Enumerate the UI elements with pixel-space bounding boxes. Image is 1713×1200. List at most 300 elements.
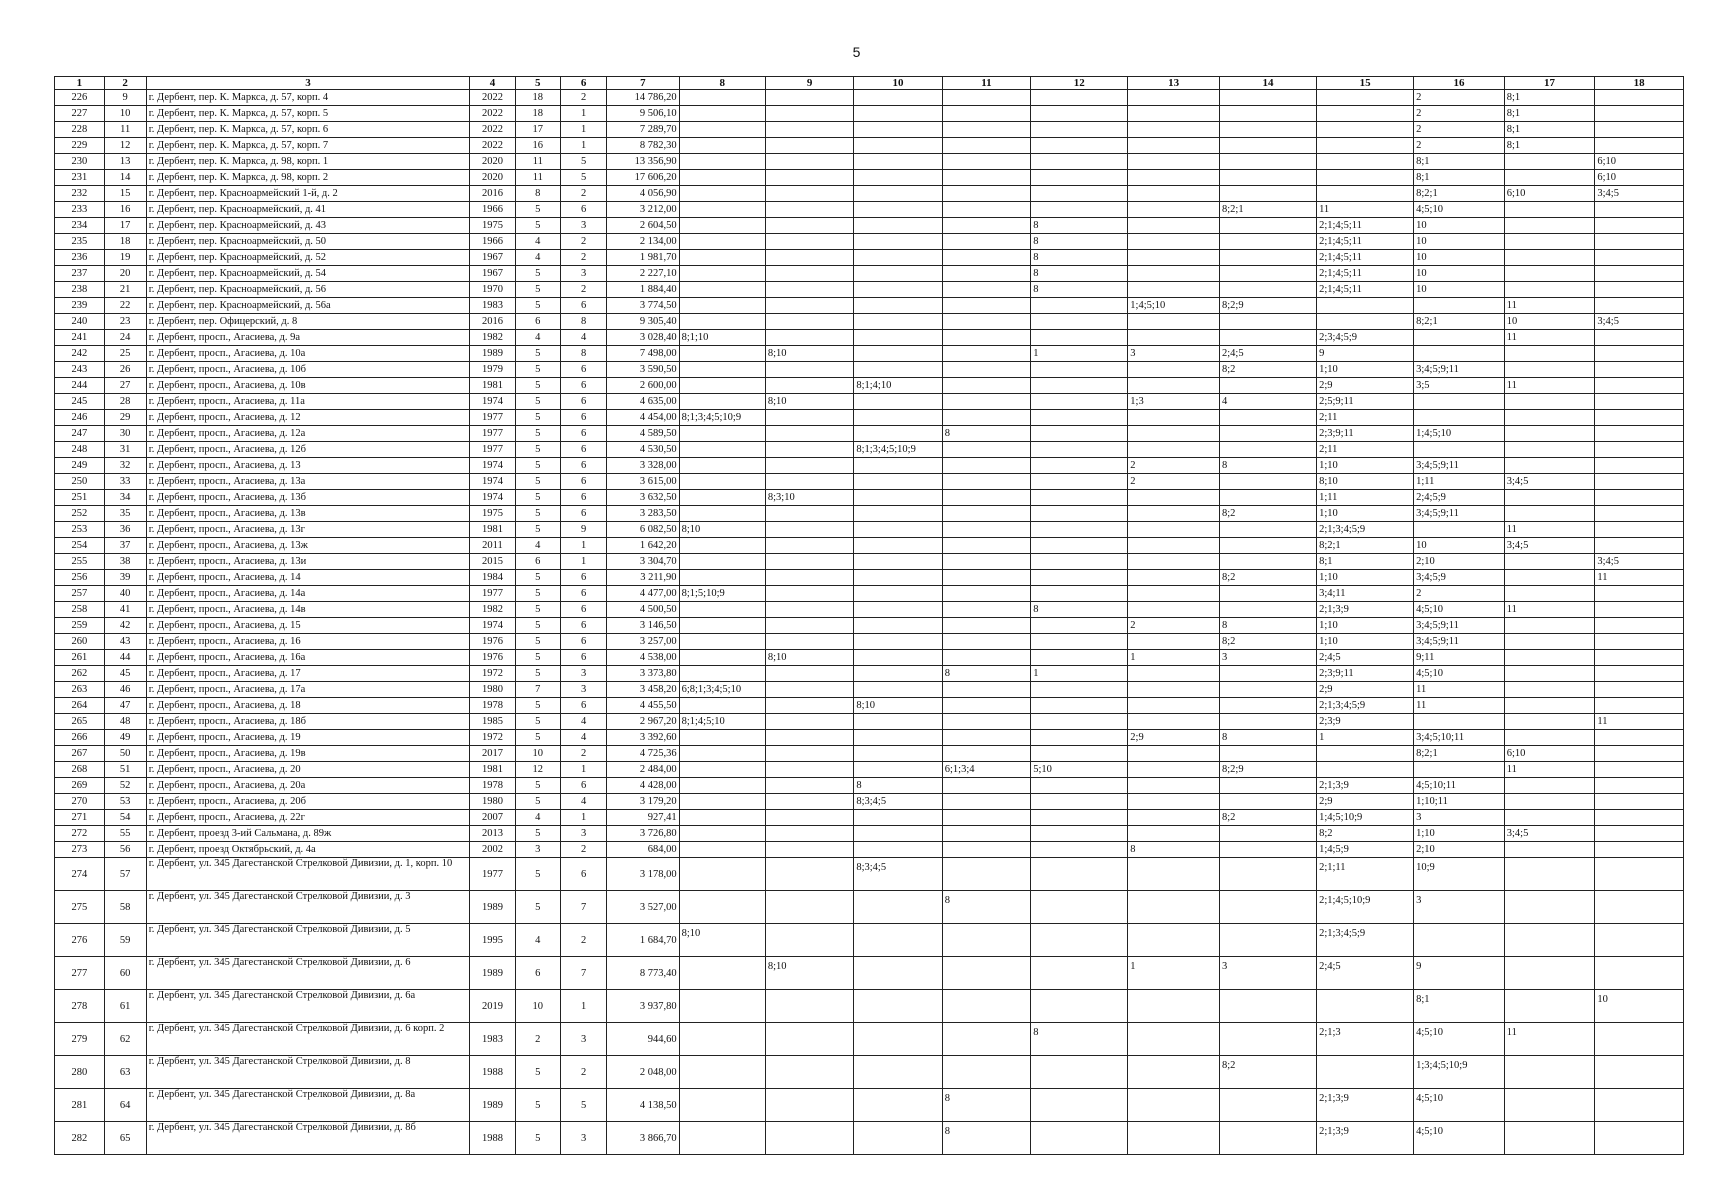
col-12-cell <box>1031 202 1128 218</box>
col-17-cell <box>1504 266 1595 282</box>
address-cell: г. Дербент, пер. К. Маркса, д. 98, корп. 2 <box>146 170 470 186</box>
col-15-cell: 2;1;4;5;11 <box>1317 218 1414 234</box>
floors-cell: 18 <box>515 90 560 106</box>
entrances-cell: 3 <box>560 1122 606 1155</box>
col-12-cell <box>1031 522 1128 538</box>
col-17-cell <box>1504 730 1595 746</box>
col-8-cell <box>679 762 765 778</box>
area-cell: 1 684,70 <box>607 924 679 957</box>
row-number-cell: 231 <box>55 170 105 186</box>
col-14-cell: 8;2 <box>1219 570 1316 586</box>
col-15-cell: 1 <box>1317 730 1414 746</box>
col-13-cell: 1 <box>1128 650 1220 666</box>
col-13-cell <box>1128 990 1220 1023</box>
address-cell: г. Дербент, ул. 345 Дагестанской Стрелковой Дивизии, д. 8 <box>146 1056 470 1089</box>
entrances-cell: 2 <box>560 234 606 250</box>
entrances-cell: 2 <box>560 186 606 202</box>
col-9-cell <box>765 1056 853 1089</box>
col-17-cell <box>1504 282 1595 298</box>
row-number-cell: 253 <box>55 522 105 538</box>
col-15-cell: 2;9 <box>1317 794 1414 810</box>
col-15-cell <box>1317 170 1414 186</box>
col-10-cell <box>854 282 942 298</box>
area-cell: 3 211,90 <box>607 570 679 586</box>
floors-cell: 5 <box>515 474 560 490</box>
table-row <box>55 826 1684 842</box>
area-cell: 7 289,70 <box>607 122 679 138</box>
entrances-cell: 4 <box>560 330 606 346</box>
col-9-cell <box>765 746 853 762</box>
entrances-cell: 6 <box>560 490 606 506</box>
col-12-cell <box>1031 891 1128 924</box>
table-row <box>55 490 1684 506</box>
col-11-cell <box>942 266 1030 282</box>
col-17-cell <box>1504 682 1595 698</box>
col-9-cell <box>765 362 853 378</box>
year-cell: 1982 <box>470 330 515 346</box>
table-row <box>55 314 1684 330</box>
sub-number-cell: 62 <box>104 1023 146 1056</box>
col-16-cell: 8;1 <box>1414 990 1505 1023</box>
col-13-cell <box>1128 826 1220 842</box>
col-15-cell: 2;5;9;11 <box>1317 394 1414 410</box>
col-8-cell <box>679 266 765 282</box>
column-header-7: 7 <box>607 77 679 90</box>
col-9-cell <box>765 378 853 394</box>
address-cell: г. Дербент, пер. Красноармейский, д. 56а <box>146 298 470 314</box>
entrances-cell: 6 <box>560 778 606 794</box>
col-8-cell <box>679 1089 765 1122</box>
col-14-cell <box>1219 891 1316 924</box>
entrances-cell: 6 <box>560 858 606 891</box>
col-8-cell <box>679 90 765 106</box>
table-row <box>55 506 1684 522</box>
col-12-cell <box>1031 570 1128 586</box>
column-header-8: 8 <box>679 77 765 90</box>
col-16-cell: 11 <box>1414 682 1505 698</box>
col-12-cell <box>1031 698 1128 714</box>
table-row <box>55 570 1684 586</box>
row-number-cell: 273 <box>55 842 105 858</box>
col-8-cell <box>679 170 765 186</box>
col-10-cell <box>854 810 942 826</box>
col-9-cell: 8;10 <box>765 346 853 362</box>
col-17-cell <box>1504 234 1595 250</box>
col-8-cell <box>679 634 765 650</box>
col-10-cell <box>854 570 942 586</box>
col-10-cell <box>854 154 942 170</box>
address-cell: г. Дербент, пер. Красноармейский, д. 43 <box>146 218 470 234</box>
sub-number-cell: 64 <box>104 1089 146 1122</box>
col-12-cell <box>1031 506 1128 522</box>
row-number-cell: 278 <box>55 990 105 1023</box>
row-number-cell: 265 <box>55 714 105 730</box>
col-13-cell <box>1128 410 1220 426</box>
col-16-cell <box>1414 330 1505 346</box>
col-18-cell <box>1595 202 1684 218</box>
col-10-cell <box>854 106 942 122</box>
col-11-cell <box>942 442 1030 458</box>
col-9-cell <box>765 314 853 330</box>
entrances-cell: 3 <box>560 218 606 234</box>
col-10-cell <box>854 298 942 314</box>
col-12-cell: 8 <box>1031 234 1128 250</box>
col-9-cell <box>765 154 853 170</box>
col-15-cell <box>1317 106 1414 122</box>
col-10-cell <box>854 522 942 538</box>
col-18-cell <box>1595 330 1684 346</box>
col-9-cell <box>765 170 853 186</box>
sub-number-cell: 18 <box>104 234 146 250</box>
col-8-cell <box>679 506 765 522</box>
col-8-cell <box>679 298 765 314</box>
sub-number-cell: 14 <box>104 170 146 186</box>
sub-number-cell: 43 <box>104 634 146 650</box>
table-row <box>55 554 1684 570</box>
col-10-cell <box>854 924 942 957</box>
row-number-cell: 243 <box>55 362 105 378</box>
year-cell: 1974 <box>470 618 515 634</box>
floors-cell: 5 <box>515 698 560 714</box>
col-8-cell: 8;10 <box>679 924 765 957</box>
col-17-cell <box>1504 442 1595 458</box>
table-row <box>55 298 1684 314</box>
col-14-cell <box>1219 234 1316 250</box>
col-12-cell <box>1031 154 1128 170</box>
area-cell: 3 179,20 <box>607 794 679 810</box>
address-cell: г. Дербент, просп., Агасиева, д. 13а <box>146 474 470 490</box>
floors-cell: 4 <box>515 924 560 957</box>
col-12-cell <box>1031 957 1128 990</box>
col-14-cell <box>1219 826 1316 842</box>
col-10-cell <box>854 842 942 858</box>
entrances-cell: 1 <box>560 810 606 826</box>
col-9-cell: 8;3;10 <box>765 490 853 506</box>
sub-number-cell: 15 <box>104 186 146 202</box>
col-18-cell <box>1595 1023 1684 1056</box>
col-13-cell <box>1128 266 1220 282</box>
column-header-17: 17 <box>1504 77 1595 90</box>
area-cell: 944,60 <box>607 1023 679 1056</box>
col-18-cell <box>1595 266 1684 282</box>
col-16-cell: 3;4;5;9;11 <box>1414 506 1505 522</box>
sub-number-cell: 65 <box>104 1122 146 1155</box>
address-cell: г. Дербент, ул. 345 Дагестанской Стрелковой Дивизии, д. 6 корп. 2 <box>146 1023 470 1056</box>
address-cell: г. Дербент, просп., Агасиева, д. 12а <box>146 426 470 442</box>
col-16-cell: 1;10 <box>1414 826 1505 842</box>
sub-number-cell: 20 <box>104 266 146 282</box>
address-cell: г. Дербент, просп., Агасиева, д. 20б <box>146 794 470 810</box>
year-cell: 1977 <box>470 586 515 602</box>
floors-cell: 5 <box>515 218 560 234</box>
col-10-cell <box>854 234 942 250</box>
address-cell: г. Дербент, просп., Агасиева, д. 22г <box>146 810 470 826</box>
col-9-cell <box>765 234 853 250</box>
col-8-cell <box>679 458 765 474</box>
table-row <box>55 106 1684 122</box>
entrances-cell: 2 <box>560 746 606 762</box>
entrances-cell: 3 <box>560 826 606 842</box>
floors-cell: 8 <box>515 186 560 202</box>
column-header-10: 10 <box>854 77 942 90</box>
col-11-cell <box>942 554 1030 570</box>
col-15-cell <box>1317 186 1414 202</box>
col-9-cell <box>765 762 853 778</box>
entrances-cell: 6 <box>560 618 606 634</box>
col-18-cell <box>1595 410 1684 426</box>
col-12-cell <box>1031 924 1128 957</box>
floors-cell: 5 <box>515 266 560 282</box>
address-cell: г. Дербент, пер. Офицерский, д. 8 <box>146 314 470 330</box>
col-16-cell: 1;11 <box>1414 474 1505 490</box>
entrances-cell: 2 <box>560 90 606 106</box>
year-cell: 1966 <box>470 202 515 218</box>
col-10-cell <box>854 714 942 730</box>
col-13-cell: 1;4;5;10 <box>1128 298 1220 314</box>
col-8-cell <box>679 891 765 924</box>
col-16-cell: 9 <box>1414 957 1505 990</box>
area-cell: 3 632,50 <box>607 490 679 506</box>
col-15-cell: 2;9 <box>1317 682 1414 698</box>
col-17-cell: 11 <box>1504 298 1595 314</box>
floors-cell: 5 <box>515 826 560 842</box>
col-14-cell <box>1219 122 1316 138</box>
col-8-cell <box>679 1023 765 1056</box>
floors-cell: 4 <box>515 250 560 266</box>
col-13-cell <box>1128 202 1220 218</box>
col-13-cell <box>1128 106 1220 122</box>
col-9-cell <box>765 202 853 218</box>
col-12-cell <box>1031 122 1128 138</box>
col-8-cell <box>679 346 765 362</box>
col-9-cell: 8;10 <box>765 957 853 990</box>
year-cell: 1977 <box>470 426 515 442</box>
col-10-cell <box>854 170 942 186</box>
col-14-cell <box>1219 1122 1316 1155</box>
col-17-cell <box>1504 1122 1595 1155</box>
entrances-cell: 6 <box>560 202 606 218</box>
col-12-cell <box>1031 826 1128 842</box>
col-12-cell <box>1031 650 1128 666</box>
col-14-cell <box>1219 426 1316 442</box>
floors-cell: 12 <box>515 762 560 778</box>
col-16-cell: 10 <box>1414 234 1505 250</box>
sub-number-cell: 55 <box>104 826 146 842</box>
sub-number-cell: 27 <box>104 378 146 394</box>
col-16-cell: 3;4;5;10;11 <box>1414 730 1505 746</box>
col-13-cell <box>1128 891 1220 924</box>
floors-cell: 5 <box>515 891 560 924</box>
col-9-cell <box>765 1122 853 1155</box>
address-cell: г. Дербент, проезд Октябрьский, д. 4а <box>146 842 470 858</box>
col-11-cell <box>942 522 1030 538</box>
sub-number-cell: 45 <box>104 666 146 682</box>
col-18-cell <box>1595 282 1684 298</box>
sub-number-cell: 22 <box>104 298 146 314</box>
year-cell: 1974 <box>470 458 515 474</box>
col-18-cell <box>1595 858 1684 891</box>
area-cell: 4 454,00 <box>607 410 679 426</box>
col-12-cell <box>1031 458 1128 474</box>
row-number-cell: 236 <box>55 250 105 266</box>
col-10-cell <box>854 346 942 362</box>
col-16-cell: 2;4;5;9 <box>1414 490 1505 506</box>
year-cell: 1976 <box>470 634 515 650</box>
address-cell: г. Дербент, просп., Агасиева, д. 13 <box>146 458 470 474</box>
col-18-cell: 6;10 <box>1595 154 1684 170</box>
col-13-cell <box>1128 378 1220 394</box>
year-cell: 2007 <box>470 810 515 826</box>
col-8-cell <box>679 138 765 154</box>
entrances-cell: 6 <box>560 394 606 410</box>
area-cell: 3 527,00 <box>607 891 679 924</box>
col-16-cell: 4;5;10 <box>1414 602 1505 618</box>
col-9-cell <box>765 618 853 634</box>
col-18-cell <box>1595 522 1684 538</box>
col-18-cell: 10 <box>1595 990 1684 1023</box>
col-9-cell <box>765 634 853 650</box>
sub-number-cell: 36 <box>104 522 146 538</box>
floors-cell: 5 <box>515 634 560 650</box>
floors-cell: 5 <box>515 618 560 634</box>
col-10-cell <box>854 122 942 138</box>
year-cell: 2017 <box>470 746 515 762</box>
column-header-13: 13 <box>1128 77 1220 90</box>
col-14-cell: 8;2 <box>1219 634 1316 650</box>
row-number-cell: 261 <box>55 650 105 666</box>
area-cell: 8 773,40 <box>607 957 679 990</box>
col-17-cell <box>1504 810 1595 826</box>
col-13-cell <box>1128 1089 1220 1122</box>
col-14-cell <box>1219 314 1316 330</box>
row-number-cell: 274 <box>55 858 105 891</box>
col-8-cell <box>679 442 765 458</box>
sub-number-cell: 50 <box>104 746 146 762</box>
floors-cell: 5 <box>515 282 560 298</box>
col-15-cell: 2;1;4;5;10;9 <box>1317 891 1414 924</box>
year-cell: 1982 <box>470 602 515 618</box>
col-18-cell <box>1595 378 1684 394</box>
col-13-cell <box>1128 666 1220 682</box>
area-cell: 4 538,00 <box>607 650 679 666</box>
year-cell: 1984 <box>470 570 515 586</box>
entrances-cell: 6 <box>560 602 606 618</box>
col-17-cell: 8;1 <box>1504 106 1595 122</box>
row-number-cell: 249 <box>55 458 105 474</box>
address-cell: г. Дербент, просп., Агасиева, д. 13и <box>146 554 470 570</box>
entrances-cell: 6 <box>560 474 606 490</box>
row-number-cell: 264 <box>55 698 105 714</box>
entrances-cell: 1 <box>560 538 606 554</box>
address-cell: г. Дербент, просп., Агасиева, д. 16 <box>146 634 470 650</box>
sub-number-cell: 17 <box>104 218 146 234</box>
column-header-4: 4 <box>470 77 515 90</box>
col-9-cell <box>765 442 853 458</box>
col-13-cell <box>1128 554 1220 570</box>
col-14-cell <box>1219 250 1316 266</box>
col-13-cell <box>1128 122 1220 138</box>
col-16-cell: 8;1 <box>1414 154 1505 170</box>
col-13-cell <box>1128 138 1220 154</box>
col-8-cell: 8;1;4;5;10 <box>679 714 765 730</box>
col-14-cell: 8;2 <box>1219 362 1316 378</box>
col-16-cell: 11 <box>1414 698 1505 714</box>
col-14-cell <box>1219 522 1316 538</box>
col-11-cell <box>942 698 1030 714</box>
col-13-cell: 2;9 <box>1128 730 1220 746</box>
year-cell: 1974 <box>470 394 515 410</box>
table-row <box>55 698 1684 714</box>
col-10-cell <box>854 1056 942 1089</box>
col-12-cell <box>1031 378 1128 394</box>
col-16-cell <box>1414 410 1505 426</box>
floors-cell: 5 <box>515 346 560 362</box>
col-14-cell: 3 <box>1219 957 1316 990</box>
col-16-cell: 2 <box>1414 586 1505 602</box>
floors-cell: 5 <box>515 458 560 474</box>
row-number-cell: 229 <box>55 138 105 154</box>
table-row <box>55 154 1684 170</box>
col-18-cell <box>1595 474 1684 490</box>
col-17-cell <box>1504 650 1595 666</box>
year-cell: 2002 <box>470 842 515 858</box>
col-9-cell <box>765 990 853 1023</box>
col-12-cell <box>1031 362 1128 378</box>
entrances-cell: 4 <box>560 794 606 810</box>
col-17-cell <box>1504 1089 1595 1122</box>
col-14-cell: 8;2;9 <box>1219 298 1316 314</box>
row-number-cell: 252 <box>55 506 105 522</box>
floors-cell: 5 <box>515 602 560 618</box>
col-11-cell <box>942 730 1030 746</box>
table-row <box>55 682 1684 698</box>
col-9-cell <box>765 1023 853 1056</box>
col-10-cell <box>854 1023 942 1056</box>
col-13-cell <box>1128 714 1220 730</box>
col-12-cell <box>1031 330 1128 346</box>
col-15-cell: 2;3;9 <box>1317 714 1414 730</box>
row-number-cell: 251 <box>55 490 105 506</box>
sub-number-cell: 52 <box>104 778 146 794</box>
floors-cell: 5 <box>515 442 560 458</box>
col-14-cell <box>1219 666 1316 682</box>
col-10-cell <box>854 762 942 778</box>
area-cell: 4 428,00 <box>607 778 679 794</box>
col-12-cell <box>1031 714 1128 730</box>
col-8-cell <box>679 250 765 266</box>
col-14-cell <box>1219 746 1316 762</box>
table-row <box>55 202 1684 218</box>
col-17-cell <box>1504 410 1595 426</box>
col-11-cell <box>942 250 1030 266</box>
col-15-cell: 1;10 <box>1317 506 1414 522</box>
floors-cell: 5 <box>515 730 560 746</box>
sub-number-cell: 42 <box>104 618 146 634</box>
col-12-cell <box>1031 298 1128 314</box>
row-number-cell: 241 <box>55 330 105 346</box>
table-row <box>55 186 1684 202</box>
table-row <box>55 362 1684 378</box>
address-cell: г. Дербент, просп., Агасиева, д. 17 <box>146 666 470 682</box>
col-14-cell <box>1219 442 1316 458</box>
address-cell: г. Дербент, просп., Агасиева, д. 10б <box>146 362 470 378</box>
col-11-cell <box>942 362 1030 378</box>
col-10-cell <box>854 990 942 1023</box>
row-number-cell: 260 <box>55 634 105 650</box>
table-row <box>55 1089 1684 1122</box>
col-12-cell: 8 <box>1031 250 1128 266</box>
col-14-cell <box>1219 218 1316 234</box>
